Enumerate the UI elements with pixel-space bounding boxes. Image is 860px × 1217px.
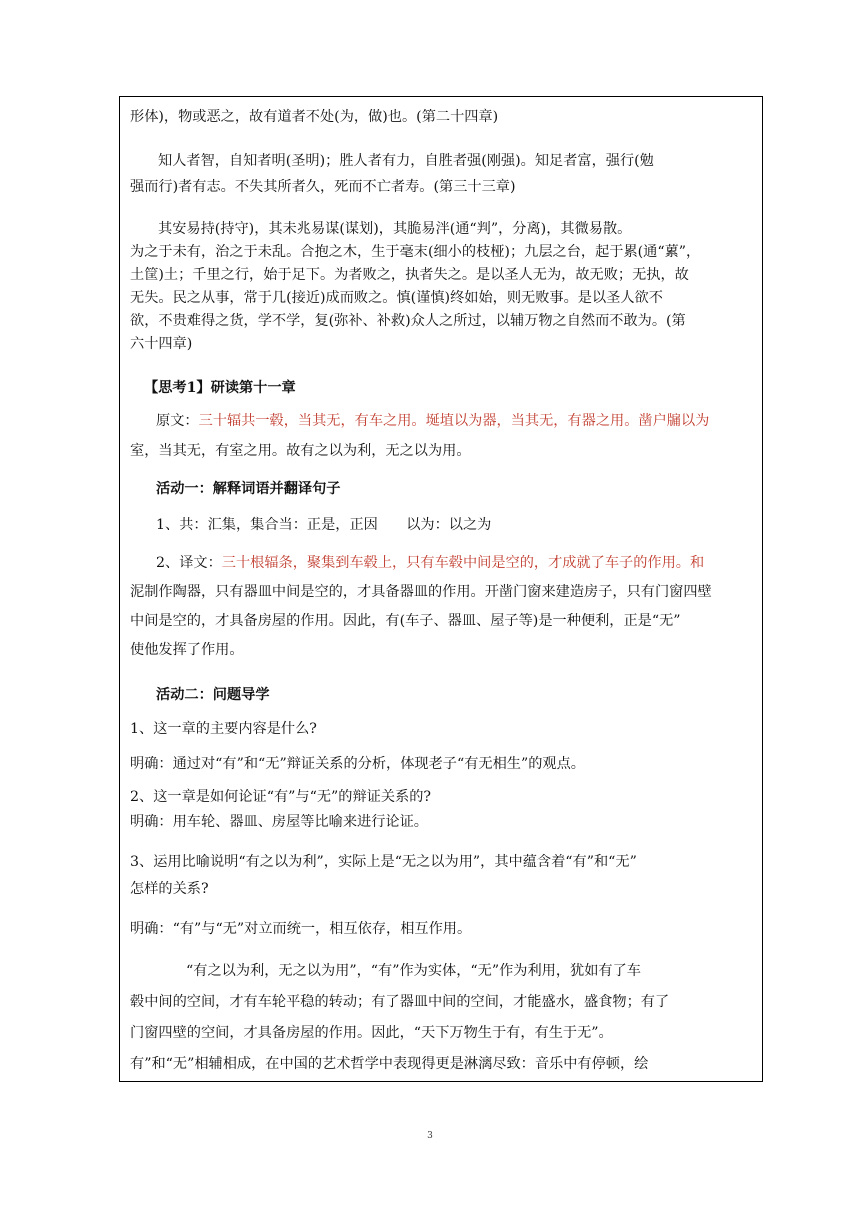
passage-ch64-line: 六十四章) <box>130 336 193 352</box>
activity1-heading: 活动一：解释词语并翻译句子 <box>156 481 341 497</box>
passage-ch33-line: 知人者智，自知者明(圣明)；胜人者有力，自胜者强(刚强)。知足者富，强行(勉 <box>158 153 654 169</box>
translation-line: 使他发挥了作用。 <box>130 642 244 658</box>
page-number: 3 <box>427 1131 433 1141</box>
question-3: 怎样的关系? <box>130 881 209 897</box>
passage-ch33-line: 强而行)者有志。不失其所者久，死而不亡者寿。(第三十三章) <box>130 179 516 195</box>
translation-text: 三十根辐条，聚集到车毂上，只有车毂中间是空的，才成就了车子的作用。和 <box>221 555 705 571</box>
explanation-paragraph-line: 有”和“无”相辅相成，在中国的艺术哲学中表现得更是淋漓尽致：音乐中有停顿，绘 <box>130 1056 649 1072</box>
question-3: 3、运用比喻说明“有之以为利”，实际上是“无之以为用”，其中蕴含着“有”和“无” <box>130 854 637 870</box>
answer-1: 明确：通过对“有”和“无”辩证关系的分析，体现老子“有无相生”的观点。 <box>130 756 585 772</box>
original-text: 三十辐共一毂，当其无，有车之用。埏埴以为器，当其无，有器之用。凿户牖以为 <box>198 413 710 429</box>
passage-ch64-line: 无失。民之从事，常于几(接近)成而败之。慎(谨慎)终如始，则无败事。是以圣人欲不 <box>130 290 663 306</box>
answer-3: 明确：“有”与“无”对立而统一，相互依存，相互作用。 <box>130 921 472 937</box>
question-2: 2、这一章是如何论证“有”与“无”的辩证关系的? <box>130 789 432 805</box>
translation-line: 泥制作陶器，只有器皿中间是空的，才具备器皿的作用。开凿门窗来建造房子，只有门窗四壁 <box>130 584 712 600</box>
explanation-paragraph-line: 门窗四壁的空间，才具备房屋的作用。因此，“天下万物生于有，有生于无”。 <box>130 1025 613 1041</box>
answer-2: 明确：用车轮、器皿、房屋等比喻来进行论证。 <box>130 814 428 830</box>
translation-label: 2、译文： <box>156 555 222 571</box>
explanation-paragraph-line: “有之以为利，无之以为用”，“有”作为实体，“无”作为利用，犹如有了车 <box>186 963 641 979</box>
think1-heading: 【思考1】研读第十一章 <box>144 380 296 396</box>
passage-ch64-line: 为之于未有，治之于未乱。合抱之木，生于毫末(细小的枝桠)；九层之台，起于累(通“蔂”， <box>130 244 701 260</box>
activity2-heading: 活动二：问题导学 <box>156 687 270 703</box>
content-table-cell <box>119 96 763 1082</box>
original-text-line: 室，当其无，有室之用。故有之以为利，无之以为用。 <box>130 443 471 459</box>
translation-line: 中间是空的，才具备房屋的作用。因此，有(车子、器皿、屋子等)是一种便利，正是“无” <box>130 613 681 629</box>
original-label: 原文： <box>156 413 199 429</box>
word-explanations: 1、共：汇集，集合当：正是，正因 以为：以之为 <box>156 517 492 533</box>
passage-ch64-line: 土筐)土；千里之行，始于足下。为者败之，执者失之。是以圣人无为，故无败；无执，故 <box>130 267 689 283</box>
original-text-line <box>156 411 709 431</box>
explanation-paragraph-line: 毂中间的空间，才有车轮平稳的转动；有了器皿中间的空间，才能盛水，盛食物；有了 <box>130 994 670 1010</box>
passage-ch64-line: 其安易持(持守)，其未兆易谋(谋划)，其脆易泮(通“判”，分离)，其微易散。 <box>158 221 632 237</box>
passage-ch24-line: 形体)，物或恶之，故有道者不处(为，做)也。(第二十四章) <box>130 109 499 125</box>
question-1: 1、这一章的主要内容是什么? <box>130 721 317 737</box>
translation-line <box>156 553 704 573</box>
passage-ch64-line: 欲，不贵难得之货，学不学，复(弥补、补救)众人之所过，以辅万物之自然而不敢为。(第 <box>130 313 686 329</box>
